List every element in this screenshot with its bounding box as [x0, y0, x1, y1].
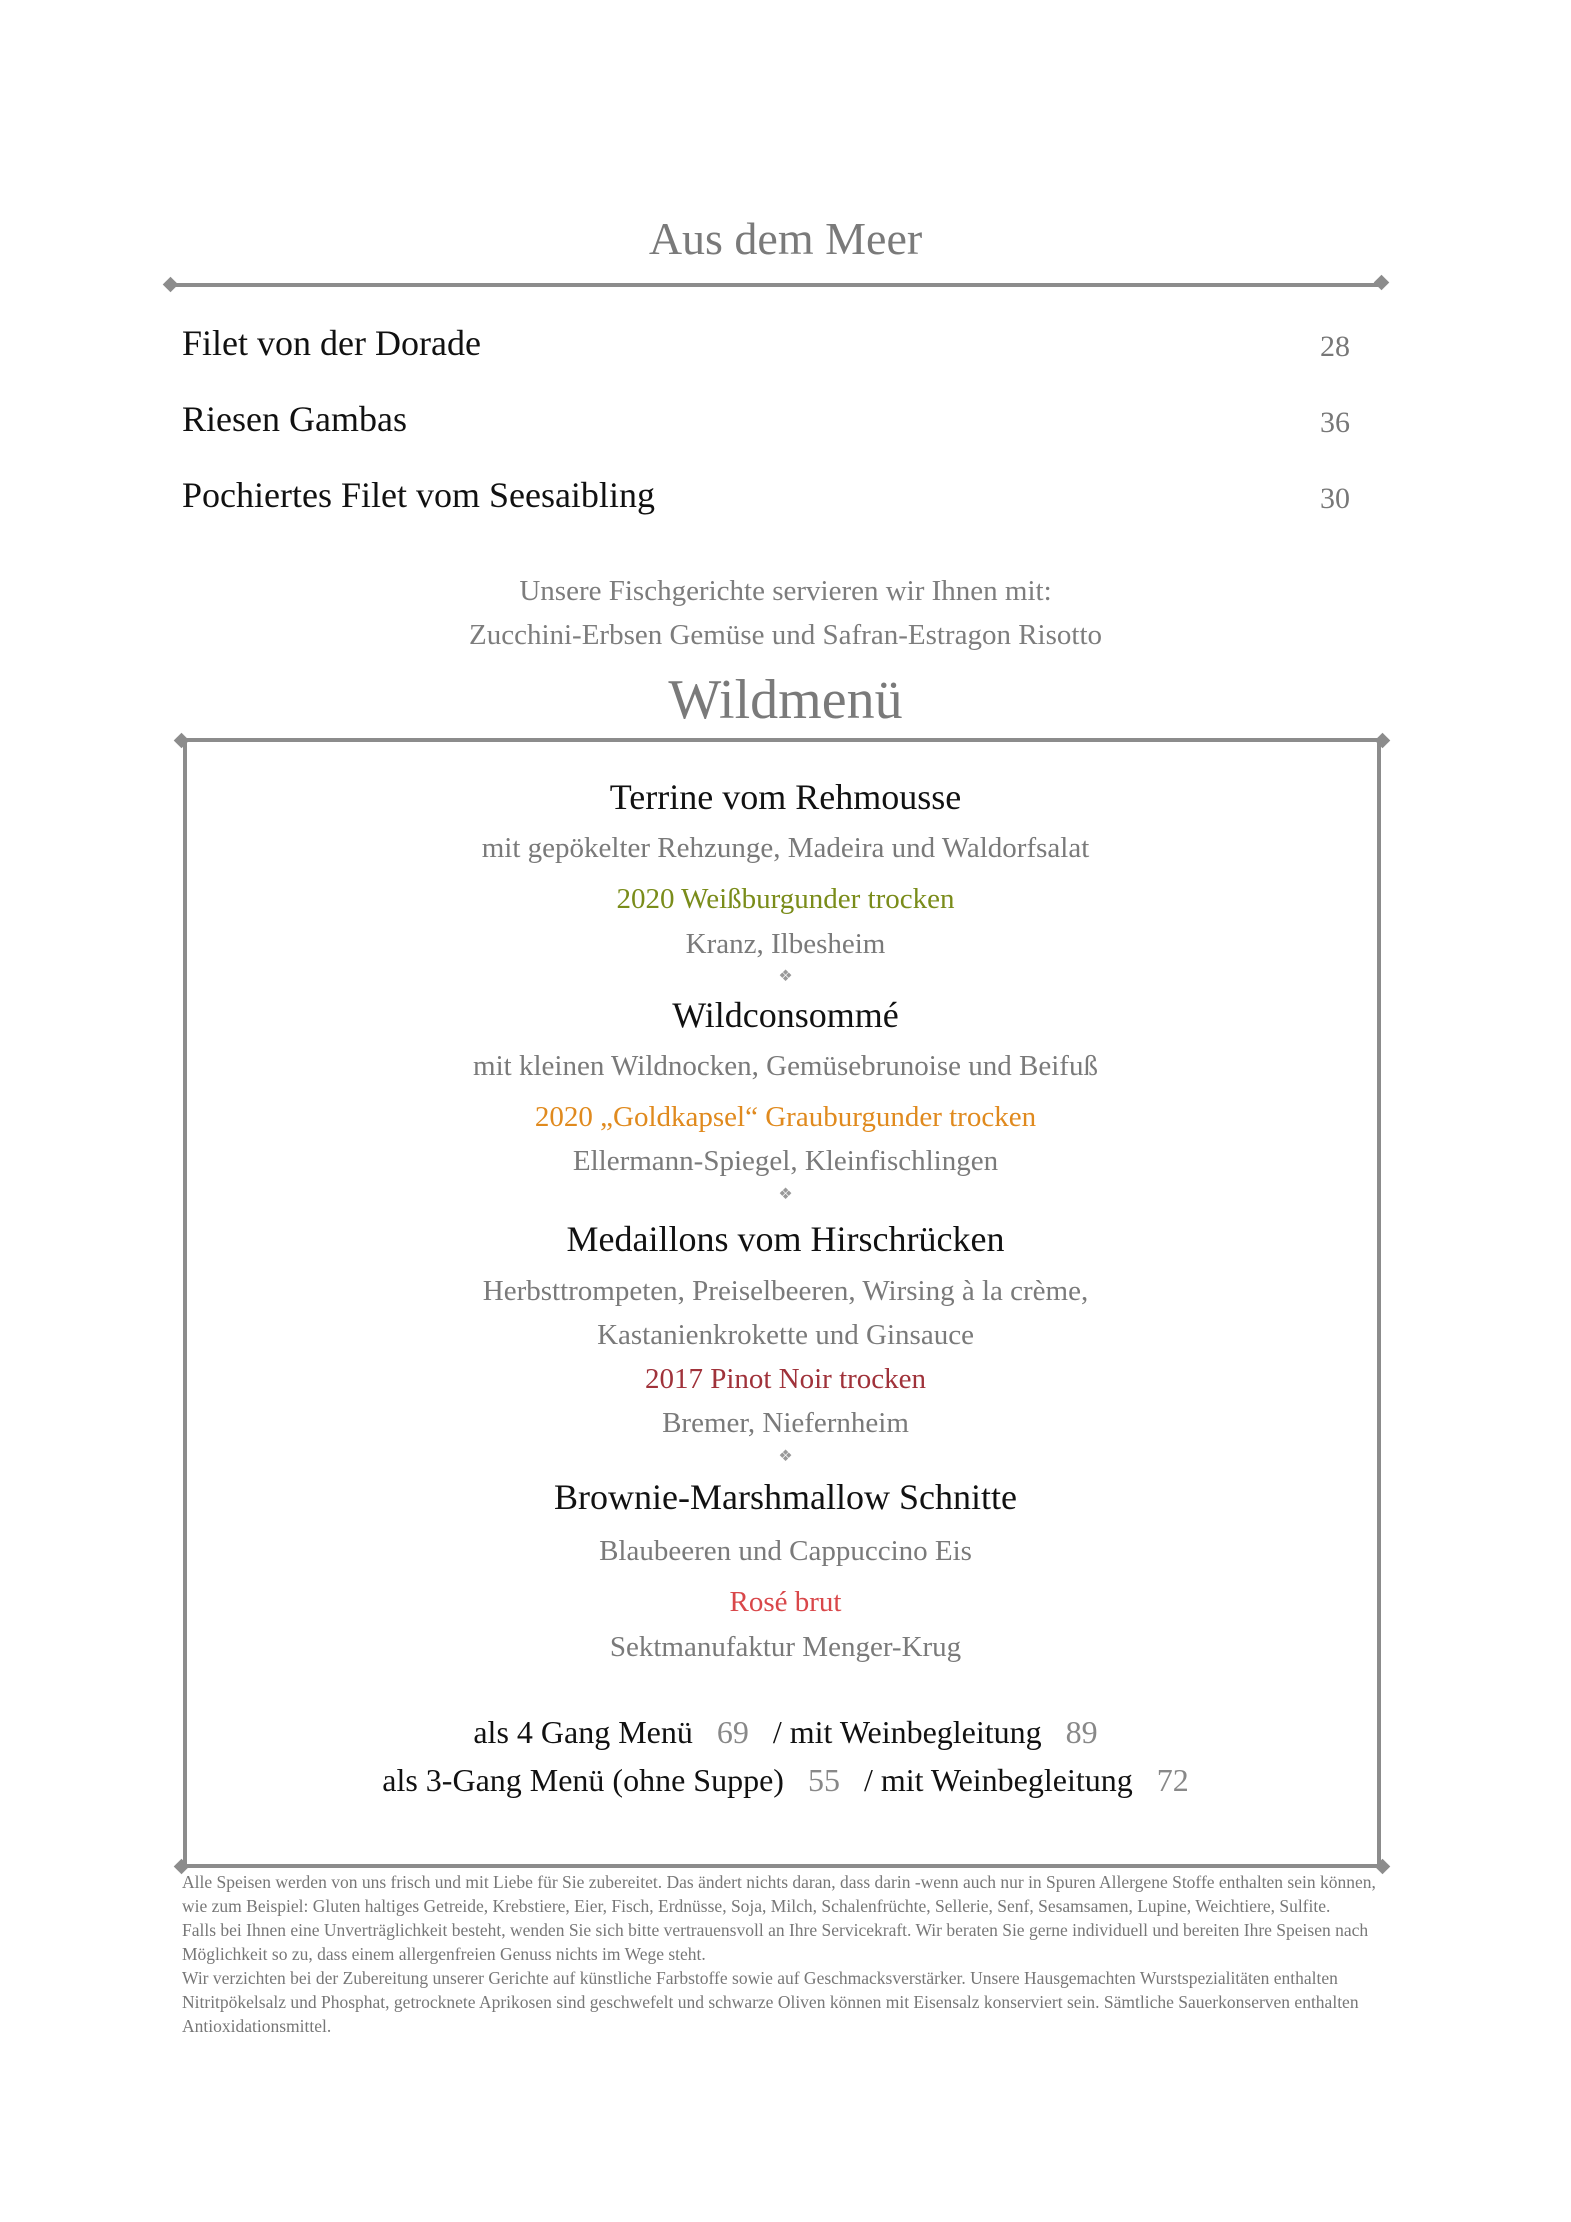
- winery: Bremer, Niefernheim: [662, 1407, 909, 1439]
- side-dish-note-line: Zucchini-Erbsen Gemüse und Safran-Estragon Risotto: [468, 619, 1102, 651]
- course-title: Medaillons vom Hirschrücken: [566, 1219, 1005, 1259]
- course-description: mit gepökelter Rehzunge, Madeira und Waldorfsalat: [481, 832, 1090, 864]
- course-separator-icon: ❖: [778, 966, 793, 985]
- wine-pairing-price: 72: [1156, 1762, 1189, 1798]
- course-title: Terrine vom Rehmousse: [609, 777, 962, 817]
- course-description: Kastanienkrokette und Ginsauce: [597, 1319, 974, 1351]
- course-title: Wildconsommé: [672, 995, 899, 1035]
- dish-price: 28: [1320, 330, 1350, 363]
- wine-pairing: 2020 „Goldkapsel“ Grauburgunder trocken: [534, 1101, 1037, 1133]
- dish-name: Pochiertes Filet vom Seesaibling: [182, 475, 655, 515]
- course-separator-icon: ❖: [778, 1446, 793, 1465]
- dish-price: 30: [1320, 482, 1350, 515]
- wine-pairing: 2017 Pinot Noir trocken: [644, 1363, 927, 1395]
- wine-pairing-price: 89: [1065, 1714, 1098, 1750]
- winery: Ellermann-Spiegel, Kleinfischlingen: [572, 1145, 999, 1177]
- wine-pairing: 2020 Weißburgunder trocken: [616, 883, 955, 915]
- course-description: mit kleinen Wildnocken, Gemüsebrunoise und Beifuß: [473, 1050, 1098, 1082]
- dish-name: Riesen Gambas: [182, 399, 407, 439]
- allergen-note: [182, 1870, 1382, 2038]
- wine-pairing-label: / mit Weinbegleitung: [772, 1714, 1042, 1750]
- menu-price: 69: [716, 1714, 749, 1750]
- allergen-paragraph: Falls bei Ihnen eine Unverträglichkeit besteht, wenden Sie sich bitte vertrauensvoll an Ihre Servicekraft. Wir beraten Sie gerne individuell und bereiten Ihre Speisen nach Möglichkeit so zu, dass einem allergenfreien Genuss nichts im Wege steht.: [182, 1920, 1369, 1964]
- menu-price: 55: [807, 1762, 840, 1798]
- allergen-paragraph: Wir verzichten bei der Zubereitung unserer Gerichte auf künstliche Farbstoffe sowie auf Geschmacksverstärker. Unsere Hausgemachten Wurstspezialitäten enthalten Nitritpökelsalz und Phosphat, getrocknete Aprikosen sind geschwefelt und schwarze Oliven können mit Eisensalz konserviert sein. Sämtliche Sauerkonserven enthalten Antioxidationsmittel.: [182, 1968, 1359, 2036]
- course-title: Brownie-Marshmallow Schnitte: [554, 1477, 1017, 1517]
- course-description: Blaubeeren und Cappuccino Eis: [599, 1535, 972, 1567]
- wine-pairing-label: / mit Weinbegleitung: [863, 1762, 1133, 1798]
- dish-name: Filet von der Dorade: [182, 323, 481, 363]
- dish-price: 36: [1320, 406, 1350, 439]
- menu-option-label: als 3-Gang Menü (ohne Suppe): [382, 1762, 784, 1798]
- section-heading-sea: Aus dem Meer: [648, 213, 923, 264]
- side-dish-note-line: Unsere Fischgerichte servieren wir Ihnen mit:: [519, 575, 1052, 607]
- allergen-paragraph: Alle Speisen werden von uns frisch und mit Liebe für Sie zubereitet. Das ändert nichts daran, dass darin -wenn auch nur in Spuren Allergene Stoffe enthalten sein können, wie zum Beispiel: Gluten haltiges Getreide, Krebstiere, Eier, Fisch, Erdnüsse, Soja, Milch, Schalenfrüchte, Sellerie, Senf, Sesamsamen, Lupine, Weichtiere, Sulfite.: [182, 1872, 1376, 1916]
- menu-option-label: als 4 Gang Menü: [473, 1714, 693, 1750]
- section-heading-wild-menu: Wildmenü: [668, 669, 903, 731]
- course-separator-icon: ❖: [778, 1184, 793, 1203]
- menu-price-line: [0, 1714, 1571, 1751]
- wine-pairing: Rosé brut: [729, 1586, 842, 1618]
- winery: Kranz, Ilbesheim: [685, 928, 886, 960]
- course-description: Herbsttrompeten, Preiselbeeren, Wirsing à la crème,: [482, 1275, 1089, 1307]
- menu-price-line: [0, 1762, 1571, 1799]
- winery: Sektmanufaktur Menger-Krug: [609, 1631, 962, 1663]
